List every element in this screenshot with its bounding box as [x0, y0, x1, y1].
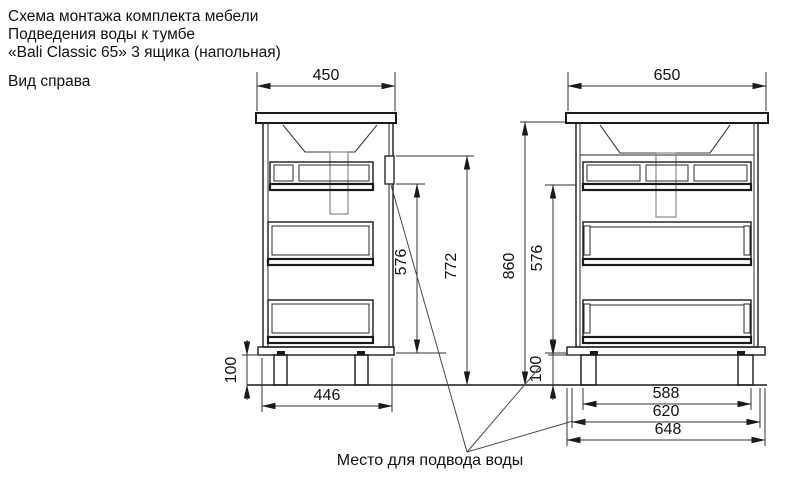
- dim-648-text: 648: [654, 421, 682, 438]
- side-drawer-1-front: [274, 165, 293, 181]
- dim-100-right-text: 100: [528, 355, 545, 383]
- front-drawer-2-tab-left: [584, 226, 590, 255]
- title-line-3: «Bali Classic 65» 3 ящика (напольная): [8, 44, 281, 61]
- front-drawer-1-sect-c: [694, 165, 747, 181]
- dim-100-left-text: 100: [223, 356, 240, 384]
- dim-450-text: 450: [312, 67, 340, 84]
- leader-to-under-cabinet: [467, 368, 539, 452]
- side-rail-2: [268, 259, 373, 265]
- side-view-dimensions: [223, 67, 474, 412]
- water-supply-callout: [337, 185, 573, 469]
- side-drawer-3: [268, 300, 373, 337]
- side-rail-3: [268, 337, 373, 343]
- front-drawer-3-tab-right: [744, 304, 750, 333]
- leader-to-base-left: [467, 421, 573, 452]
- water-note-text: Место для подвода воды: [336, 452, 524, 469]
- front-drawer-2: [583, 222, 751, 259]
- front-leg-right: [738, 355, 753, 385]
- dim-620-text: 620: [652, 403, 680, 420]
- front-countertop: [566, 113, 768, 123]
- dim-588-text: 588: [652, 385, 680, 402]
- front-rail-2: [583, 259, 751, 265]
- water-hole-side-panel: [385, 156, 394, 184]
- front-rail-3: [583, 337, 751, 343]
- dim-576-left-text: 576: [393, 248, 410, 276]
- side-drawer-2: [268, 222, 373, 259]
- front-view-cabinet: [566, 113, 768, 385]
- sink-basin-profile: [283, 125, 377, 152]
- side-countertop: [256, 113, 396, 123]
- side-drawer-1-box: [299, 165, 369, 181]
- side-view-cabinet: [256, 113, 396, 385]
- side-leg-right: [355, 355, 368, 385]
- front-drawer-1-sect-b: [646, 165, 688, 181]
- front-carcass: [576, 123, 758, 347]
- sink-basin-front: [600, 125, 730, 153]
- side-leg-left: [274, 355, 287, 385]
- side-drawer-2-box: [272, 226, 369, 255]
- leader-to-side-hole: [391, 185, 467, 452]
- title-block: [8, 8, 281, 90]
- front-drawer-3-tab-left: [584, 304, 590, 333]
- front-rail-1: [583, 184, 751, 190]
- dim-576-right-text: 576: [529, 244, 546, 272]
- dim-446-text: 446: [313, 387, 341, 404]
- dim-772-text: 772: [443, 252, 460, 280]
- side-drawer-3-box: [272, 304, 369, 333]
- title-line-1: Схема монтажа комплекта мебели: [8, 8, 259, 25]
- dim-860-text: 860: [501, 252, 518, 280]
- front-drawer-1-sect-a: [587, 165, 640, 181]
- view-label: Вид справа: [8, 73, 91, 90]
- front-leg-left: [581, 355, 596, 385]
- front-drawer-3: [583, 300, 751, 337]
- side-rail-1: [270, 184, 373, 190]
- dim-650-text: 650: [653, 67, 681, 84]
- front-drawer-2-tab-right: [744, 226, 750, 255]
- title-line-2: Подведения воды к тумбе: [8, 26, 195, 43]
